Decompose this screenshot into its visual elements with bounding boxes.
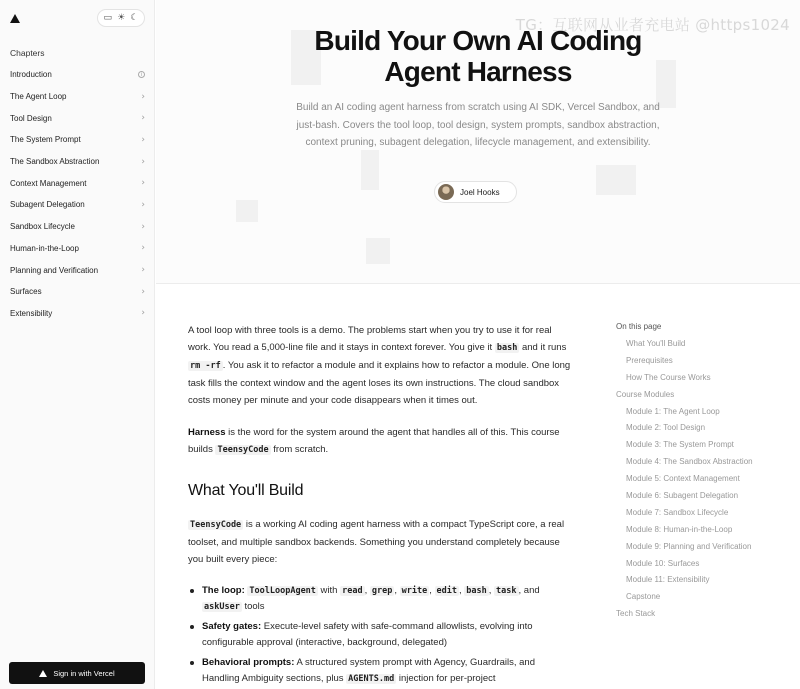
chapters-heading: Chapters — [10, 48, 45, 58]
intro-paragraph — [188, 322, 574, 409]
toc-link[interactable]: Tech Stack — [616, 609, 656, 619]
author-chip[interactable] — [434, 181, 517, 203]
emphasis: The loop: — [202, 585, 245, 596]
text: , and — [518, 585, 540, 596]
chevron-right-icon: › — [141, 308, 145, 319]
moon-icon[interactable]: ☾ — [130, 12, 139, 23]
list-item — [188, 619, 574, 651]
chevron-right-icon: › — [141, 243, 145, 254]
toc-link[interactable]: Module 10: Surfaces — [626, 558, 700, 568]
vercel-icon — [39, 670, 47, 677]
sidebar-item-extensibility[interactable] — [0, 303, 155, 325]
chevron-right-icon: › — [141, 113, 145, 124]
sidebar-item-label: Extensibility — [10, 308, 53, 318]
text: . You ask it to refactor a module and it explains how to refactor a module. One long task fills the context window and the agent loses its own instructions. The cloud sandbox costs money per minute and your code disappears when it times out. — [188, 360, 571, 406]
vercel-logo-icon[interactable] — [10, 14, 20, 23]
text: , — [429, 585, 435, 596]
toc-link[interactable]: Module 3: The System Prompt — [626, 440, 734, 450]
sidebar-item-label: The Sandbox Abstraction — [10, 157, 100, 167]
list-item — [188, 583, 574, 615]
sidebar-item-label: Tool Design — [10, 113, 52, 123]
sidebar-item-label: Sandbox Lifecycle — [10, 222, 75, 232]
sidebar-item-label: Subagent Delegation — [10, 200, 85, 210]
toc-link[interactable]: Capstone — [626, 592, 661, 602]
text: is the word for the system around the agent that handles all of this. This course builds — [188, 427, 560, 455]
table-of-contents — [616, 322, 796, 626]
chevron-right-icon: › — [141, 91, 145, 102]
article-body — [188, 322, 574, 689]
inline-code: bash — [496, 343, 518, 353]
inline-code: askUser — [204, 602, 240, 612]
sidebar-item-surfaces[interactable] — [0, 281, 155, 303]
text: is a working AI coding agent harness with a compact TypeScript core, a real toolset, and multiple sandbox backends. Something you understand completely because you built every piece: — [188, 519, 565, 565]
text: with — [317, 585, 341, 596]
author-name: Joel Hooks — [460, 187, 500, 197]
emphasis: Harness — [188, 427, 226, 438]
avatar — [438, 184, 454, 200]
list-item — [188, 655, 574, 687]
sidebar-item-label: Context Management — [10, 178, 87, 188]
harness-paragraph — [188, 424, 574, 459]
chevron-right-icon: › — [141, 156, 145, 167]
inline-code: edit — [436, 586, 457, 596]
sidebar-item-tool-design[interactable] — [0, 107, 155, 129]
text: from scratch. — [270, 444, 329, 455]
text: A structured system prompt with Agency, Guardrails, and Handling Ambiguity sections, plus — [202, 657, 535, 684]
sidebar-item-system-prompt[interactable] — [0, 129, 155, 151]
watermark-text: TG：互联网从业者充电站 @https1024 — [515, 16, 790, 34]
inline-code: ToolLoopAgent — [249, 586, 316, 596]
page-title-line: Build Your Own AI Coding — [314, 25, 642, 56]
chevron-right-icon: › — [141, 134, 145, 145]
inline-code: task — [496, 586, 517, 596]
text: tools — [241, 601, 265, 612]
sun-icon[interactable]: ☀ — [117, 12, 126, 23]
chevron-right-icon: › — [141, 221, 145, 232]
text: , — [459, 585, 465, 596]
sidebar-item-label: The Agent Loop — [10, 92, 67, 102]
text: , — [488, 585, 495, 596]
sidebar-item-introduction[interactable] — [0, 64, 155, 86]
toc-link[interactable]: What You'll Build — [626, 339, 686, 348]
sidebar-item-label: Surfaces — [10, 287, 42, 297]
inline-code: rm -rf — [190, 361, 221, 371]
toc-link[interactable]: Module 5: Context Management — [626, 474, 740, 484]
toc-link[interactable]: How The Course Works — [626, 372, 711, 382]
toc-link[interactable]: Module 1: The Agent Loop — [626, 406, 720, 416]
main-content — [156, 0, 800, 689]
theme-switcher[interactable] — [97, 9, 145, 27]
hero-pattern-tile — [236, 200, 258, 222]
hero-pattern-tile — [366, 238, 390, 264]
course-description: Build an AI coding agent harness from scratch using AI SDK, Vercel Sandbox, and just-bash. Covers the tool loop, tool design, system prompts, sandbox abstraction, context pruning, subagent delegation, lifecycle management, and extensibility. — [296, 102, 660, 148]
sidebar-item-context-management[interactable] — [0, 172, 155, 194]
toc-link[interactable]: Module 7: Sandbox Lifecycle — [626, 507, 729, 517]
inline-code: TeensyCode — [190, 520, 242, 530]
inline-code: write — [401, 586, 428, 596]
sidebar-item-sandbox-lifecycle[interactable] — [0, 216, 155, 238]
sidebar-item-planning-verification[interactable] — [0, 259, 155, 281]
sidebar-item-label: The System Prompt — [10, 135, 81, 145]
toc-link[interactable]: Module 8: Human-in-the-Loop — [626, 524, 733, 534]
sign-in-button[interactable] — [9, 662, 145, 684]
chevron-right-icon: › — [141, 199, 145, 210]
inline-code: TeensyCode — [217, 445, 269, 455]
hero-pattern-tile — [361, 150, 379, 190]
hero — [156, 0, 800, 284]
page-title-line: Agent Harness — [384, 56, 572, 87]
emphasis: Behavioral prompts: — [202, 657, 295, 668]
toc-link[interactable]: Module 9: Planning and Verification — [626, 541, 752, 551]
toc-link[interactable]: Module 4: The Sandbox Abstraction — [626, 457, 753, 467]
text: and it runs — [519, 342, 567, 353]
toc-title: On this page — [616, 322, 662, 331]
text: A tool loop with three tools is a demo. The problems start when you try to use it for real work. You read a 5,000-line file and it stays in context forever. You give it — [188, 325, 552, 353]
page-title — [156, 25, 800, 87]
inline-code: bash — [466, 586, 487, 596]
chevron-right-icon: › — [141, 178, 145, 189]
chevron-right-icon: › — [141, 265, 145, 276]
text: Execute-level safety with safe-command allowlists, evolving into configurable approval (interactive, background, delegated) — [202, 621, 533, 648]
text: , — [394, 585, 400, 596]
toc-link[interactable]: Module 2: Tool Design — [626, 423, 706, 433]
inline-code: grep — [371, 586, 393, 596]
inline-code: AGENTS.md — [348, 674, 395, 684]
sidebar-item-agent-loop[interactable] — [0, 86, 155, 108]
sidebar-item-sandbox-abstraction[interactable] — [0, 151, 155, 173]
hero-pattern-tile — [596, 165, 636, 195]
sign-in-label: Sign in with Vercel — [53, 668, 115, 678]
sidebar-item-label: Human-in-the-Loop — [10, 243, 79, 253]
emphasis: Safety gates: — [202, 621, 262, 632]
chapter-nav — [0, 64, 155, 324]
toc-link[interactable]: Prerequisites — [626, 355, 673, 365]
toc-link[interactable]: Module 6: Subagent Delegation — [626, 491, 739, 501]
info-icon: i — [138, 71, 145, 78]
sidebar-item-subagent-delegation[interactable] — [0, 194, 155, 216]
sidebar-item-label: Introduction — [10, 70, 52, 80]
section-heading: What You'll Build — [188, 482, 304, 499]
sidebar — [0, 0, 155, 689]
toc-link[interactable]: Course Modules — [616, 389, 675, 399]
sidebar-item-label: Planning and Verification — [10, 265, 99, 275]
sidebar-item-human-in-the-loop[interactable] — [0, 238, 155, 260]
text: , — [364, 585, 370, 596]
text: injection for per-project — [396, 673, 496, 684]
feature-list — [188, 583, 574, 687]
inline-code: read — [342, 586, 363, 596]
build-paragraph — [188, 516, 574, 568]
monitor-icon[interactable]: ▭ — [103, 12, 113, 23]
chevron-right-icon: › — [141, 286, 145, 297]
toc-link[interactable]: Module 11: Extensibility — [626, 575, 710, 585]
